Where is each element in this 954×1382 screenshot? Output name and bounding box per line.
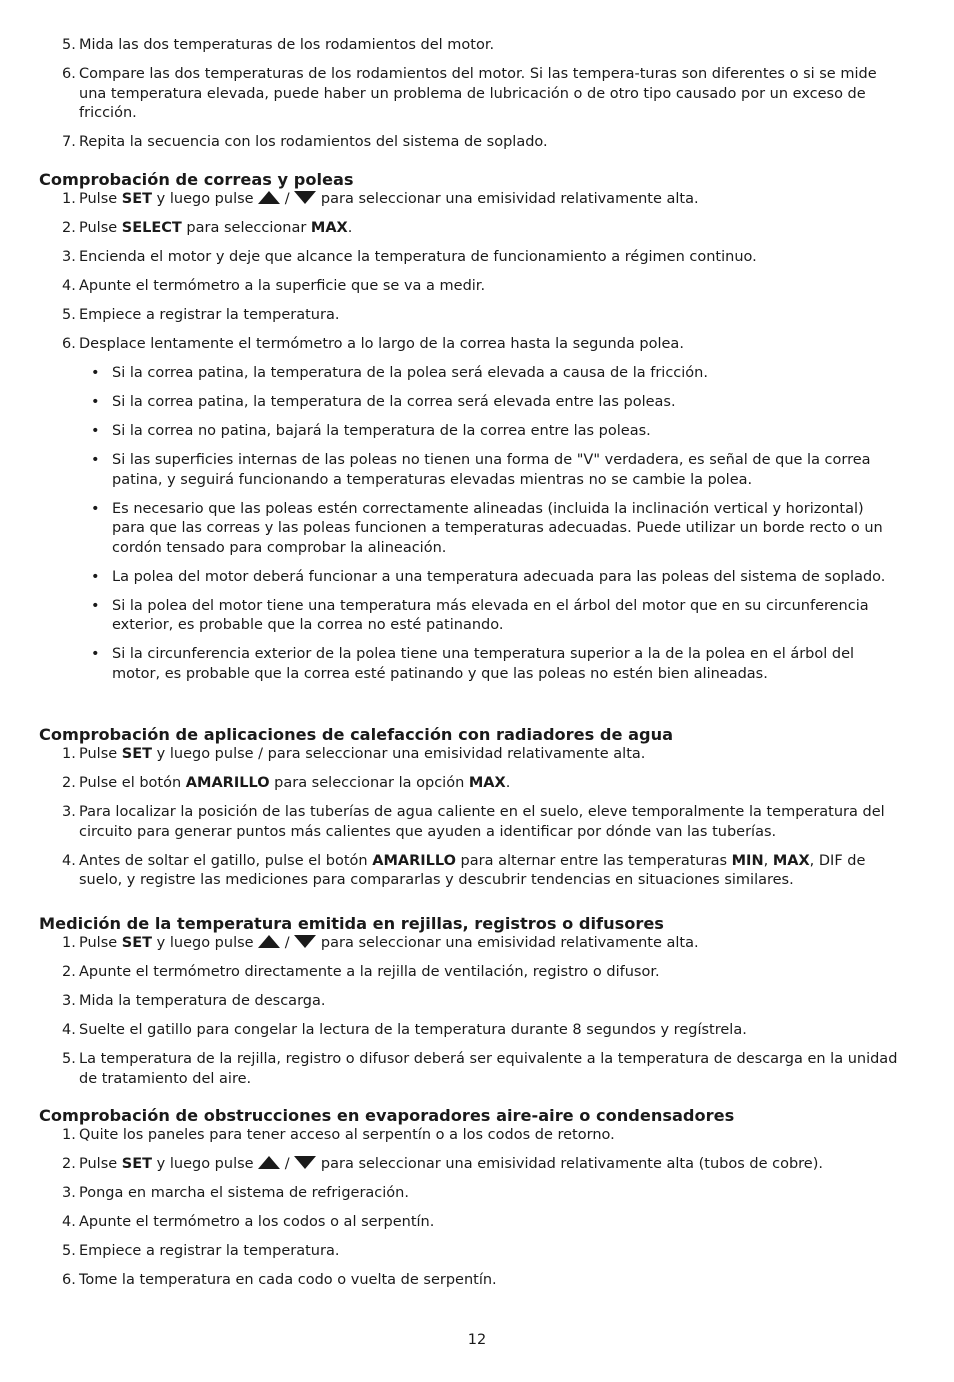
list-item: 3. Para localizar la posición de las tuberías de agua caliente en el suelo, eleve temporalmente la temperatura del circuito para generar puntos más calientes que ayuden a identificar por dónde van las tuberías.: [62, 804, 885, 840]
section-belts-pulleys: [0, 170, 954, 694]
bullet-item: • Si la correa patina, la temperatura de la correa será elevada entre las poleas.: [91, 394, 676, 410]
section-heading: Comprobación de correas y poleas: [39, 170, 354, 189]
down-triangle-icon: [294, 935, 316, 948]
list-item: 6. Desplace lentamente el termómetro a lo largo de la correa hasta la segunda polea.: [62, 336, 684, 352]
section-evaporators-condensers: [0, 1106, 954, 1300]
list-item: 6. Compare las dos temperaturas de los rodamientos del motor. Si las tempera-turas son diferentes o si se mide una temperatura elevada, puede haber un problema de lubricación o de otro tipo causado por un exceso de fricción.: [62, 66, 877, 121]
bullet-item: • Si la circunferencia exterior de la polea tiene una temperatura superior a la de la polea en el árbol del motor, es probable que la correa esté patinando y que las poleas no estén bien alineadas.: [91, 646, 855, 682]
section-water-radiators: [0, 725, 954, 900]
numbered-list: [0, 934, 954, 1089]
list-item: 1. Quite los paneles para tener acceso al serpentín o a los codos de retorno.: [62, 1127, 615, 1143]
list-item: 7. Repita la secuencia con los rodamientos del sistema de soplado.: [62, 134, 548, 150]
list-item: 5. Mida las dos temperaturas de los rodamientos del motor.: [62, 37, 495, 53]
up-triangle-icon: [258, 935, 280, 948]
list-item: 6. Tome la temperatura en cada codo o vuelta de serpentín.: [62, 1272, 497, 1288]
section-heading: Medición de la temperatura emitida en rejillas, registros o difusores: [39, 914, 664, 933]
list-item: 4. Apunte el termómetro a los codos o al serpentín.: [62, 1214, 435, 1230]
numbered-list: [0, 36, 954, 153]
section-heading: Comprobación de aplicaciones de calefacción con radiadores de agua: [39, 725, 674, 744]
bullet-item: • Si la polea del motor tiene una temperatura más elevada en el árbol del motor que en su circunferencia exterior, es probable que la correa no esté patinando.: [91, 597, 869, 633]
numbered-list: [0, 190, 954, 355]
list-item: 1. Pulse SET y luego pulse / para seleccionar una emisividad relativamente alta.: [62, 746, 646, 762]
list-item: 4. Antes de soltar el gatillo, pulse el botón AMARILLO para alternar entre las temperaturas MIN, MAX, DIF de suelo, y registre las mediciones para compararlas y descubrir tendencias en situaciones similares.: [62, 852, 866, 888]
section-grilles-registers: [0, 914, 954, 1099]
page-number: 12: [467, 1332, 487, 1348]
list-item: 2. Apunte el termómetro directamente a la rejilla de ventilación, registro o difusor.: [62, 964, 660, 980]
bullet-item: • Es necesario que las poleas estén correctamente alineadas (incluida la inclinación vertical y horizontal) para que las correas y las poleas funcionen a temperaturas adecuadas. Puede utilizar un borde recto o un cordón tensado para comprobar la alineación.: [91, 500, 883, 556]
list-item: 2. Pulse el botón AMARILLO para seleccionar la opción MAX.: [62, 775, 511, 791]
bullet-item: • Si las superficies internas de las poleas no tienen una forma de "V" verdadera, es señal de que la correa patina, y seguirá funcionando a temperaturas elevadas mientras no se cambie la polea.: [91, 452, 871, 488]
list-item: 1. Pulse SET y luego pulse / para seleccionar una emisividad relativamente alta.: [62, 935, 699, 951]
section-heading: Comprobación de obstrucciones en evaporadores aire-aire o condensadores: [39, 1106, 735, 1125]
list-item: 2. Pulse SELECT para seleccionar MAX.: [62, 220, 353, 236]
list-item: 5. Empiece a registrar la temperatura.: [62, 307, 340, 323]
list-item: 3. Ponga en marcha el sistema de refrigeración.: [62, 1185, 409, 1201]
list-item: 1. Pulse SET y luego pulse / para seleccionar una emisividad relativamente alta.: [62, 191, 699, 207]
bullet-item: • La polea del motor deberá funcionar a una temperatura adecuada para las poleas del sistema de soplado.: [91, 568, 886, 585]
list-item: 5. La temperatura de la rejilla, registro o difusor deberá ser equivalente a la temperatura de descarga en la unidad de tratamiento del aire.: [62, 1051, 898, 1087]
down-triangle-icon: [294, 191, 316, 204]
bullet-item: • Si la correa patina, la temperatura de la polea será elevada a causa de la fricción.: [91, 365, 708, 381]
list-item: 2. Pulse SET y luego pulse / para seleccionar una emisividad relativamente alta (tubos de cobre).: [62, 1156, 823, 1172]
up-triangle-icon: [258, 1156, 280, 1169]
up-triangle-icon: [258, 191, 280, 204]
numbered-list: [0, 745, 954, 891]
list-item: 4. Apunte el termómetro a la superficie que se va a medir.: [62, 278, 486, 294]
bullet-list: [0, 364, 954, 684]
list-item: 5. Empiece a registrar la temperatura.: [62, 1243, 340, 1259]
list-item: 3. Mida la temperatura de descarga.: [62, 993, 326, 1009]
down-triangle-icon: [294, 1156, 316, 1169]
numbered-list: [0, 1126, 954, 1291]
section-bearings-continued: [0, 36, 954, 162]
bullet-item: • Si la correa no patina, bajará la temperatura de la correa entre las poleas.: [91, 423, 651, 439]
list-item: 4. Suelte el gatillo para congelar la lectura de la temperatura durante 8 segundos y regístrela.: [62, 1022, 747, 1038]
list-item: 3. Encienda el motor y deje que alcance la temperatura de funcionamiento a régimen continuo.: [62, 249, 757, 265]
